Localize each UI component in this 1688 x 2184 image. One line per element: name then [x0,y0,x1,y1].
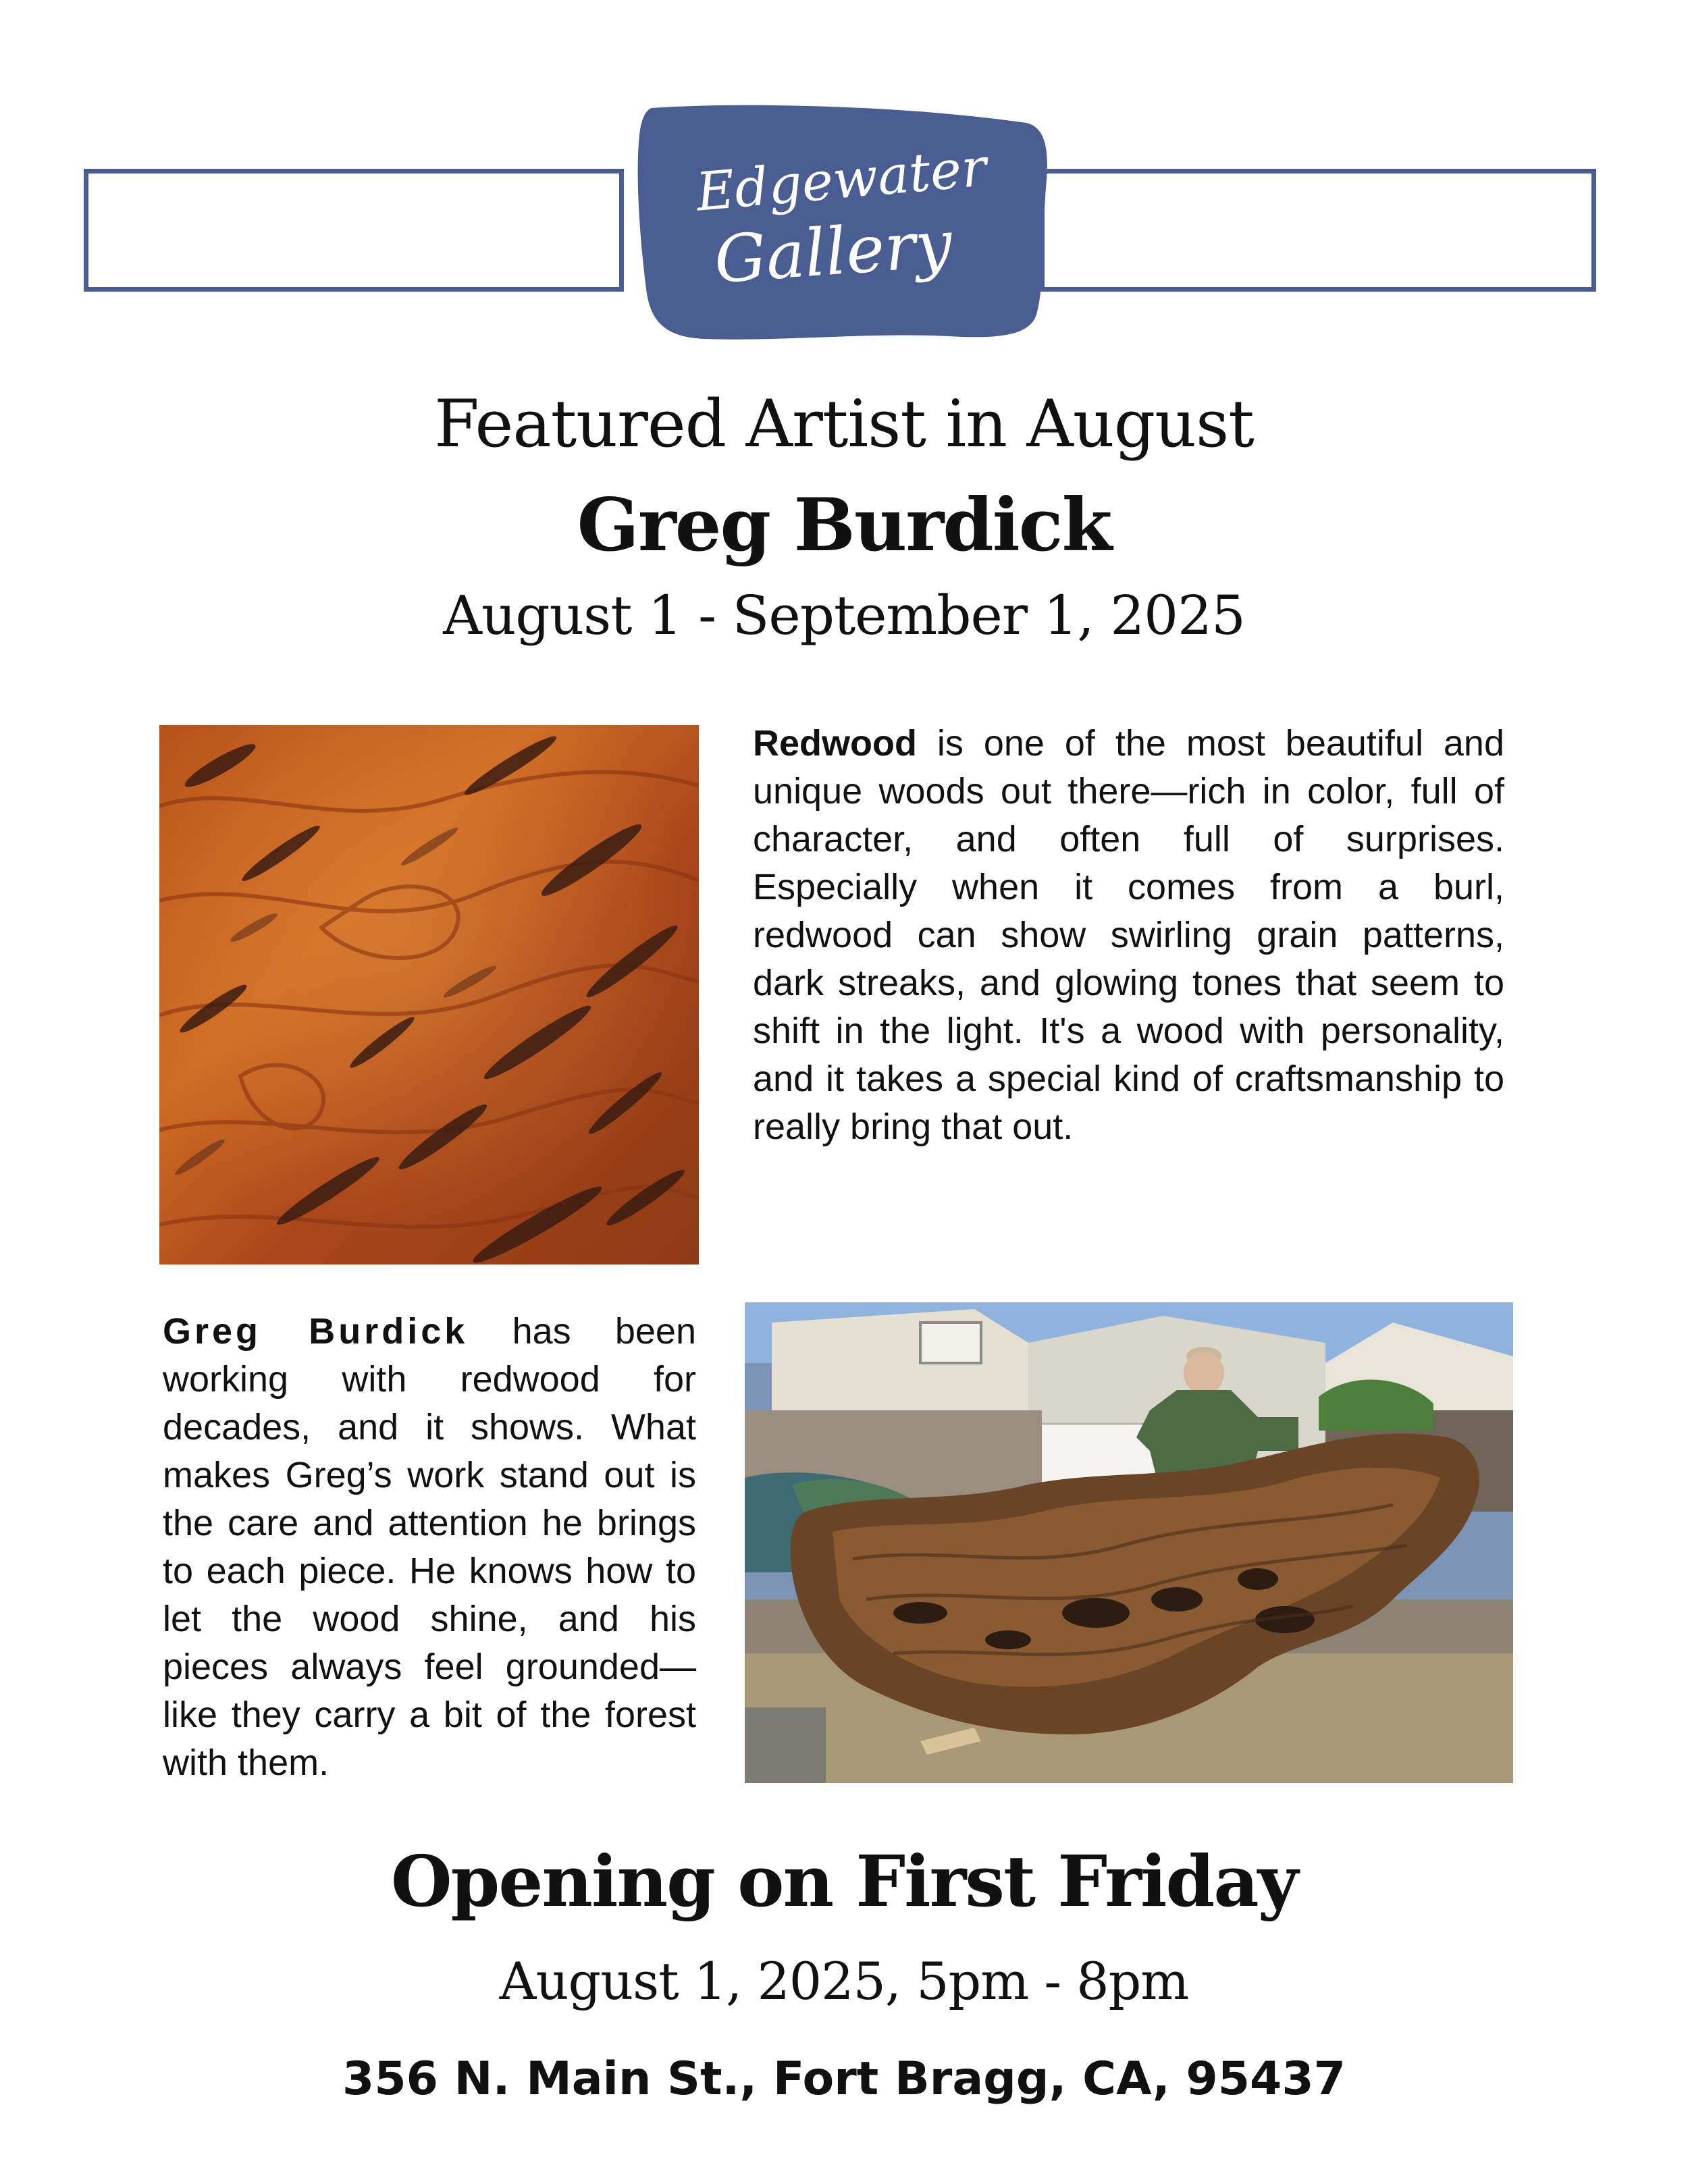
redwood-burl-photo [159,725,699,1264]
artist-lead: Greg Burdick [163,1311,469,1352]
featured-artist-heading: Featured Artist in August [434,386,1254,462]
opening-heading: Opening on First Friday [390,1840,1298,1923]
logo-text-line1: Edgewater [693,137,989,223]
gallery-address: 356 N. Main St., Fort Bragg, CA, 95437 [342,2052,1346,2106]
artist-description [163,1308,696,1787]
redwood-text: is one of the most beautiful and unique woods out there—rich in color, full of character, and often full of surprises. Especially when it comes from a burl, redwood can show swirling grain patterns, dark streaks, and glowing tones that seem to shift in the light. It's a wood with personality, and it takes a special kind of craftsmanship to really bring that out. [753,723,1504,1147]
redwood-lead: Redwood [753,723,917,764]
gallery-logo [631,100,1050,343]
artist-text: has been working with redwood for decades, and it shows. What makes Greg’s work stand out is the care and attention he brings to each piece. He knows how to let the wood shine, and his pieces always feel grounded—like they carry a bit of the forest with them. [163,1311,696,1783]
header-frame-left [84,169,624,292]
artist-name-title: Greg Burdick [577,483,1111,568]
opening-time: August 1, 2025, 5pm - 8pm [499,1951,1189,2011]
header-frame-right [1040,169,1596,292]
logo-text-line2: Gallery [712,205,955,298]
redwood-description [753,720,1504,1151]
artist-with-redwood-slab-photo [745,1302,1513,1783]
exhibit-dates: August 1 - September 1, 2025 [443,584,1245,647]
